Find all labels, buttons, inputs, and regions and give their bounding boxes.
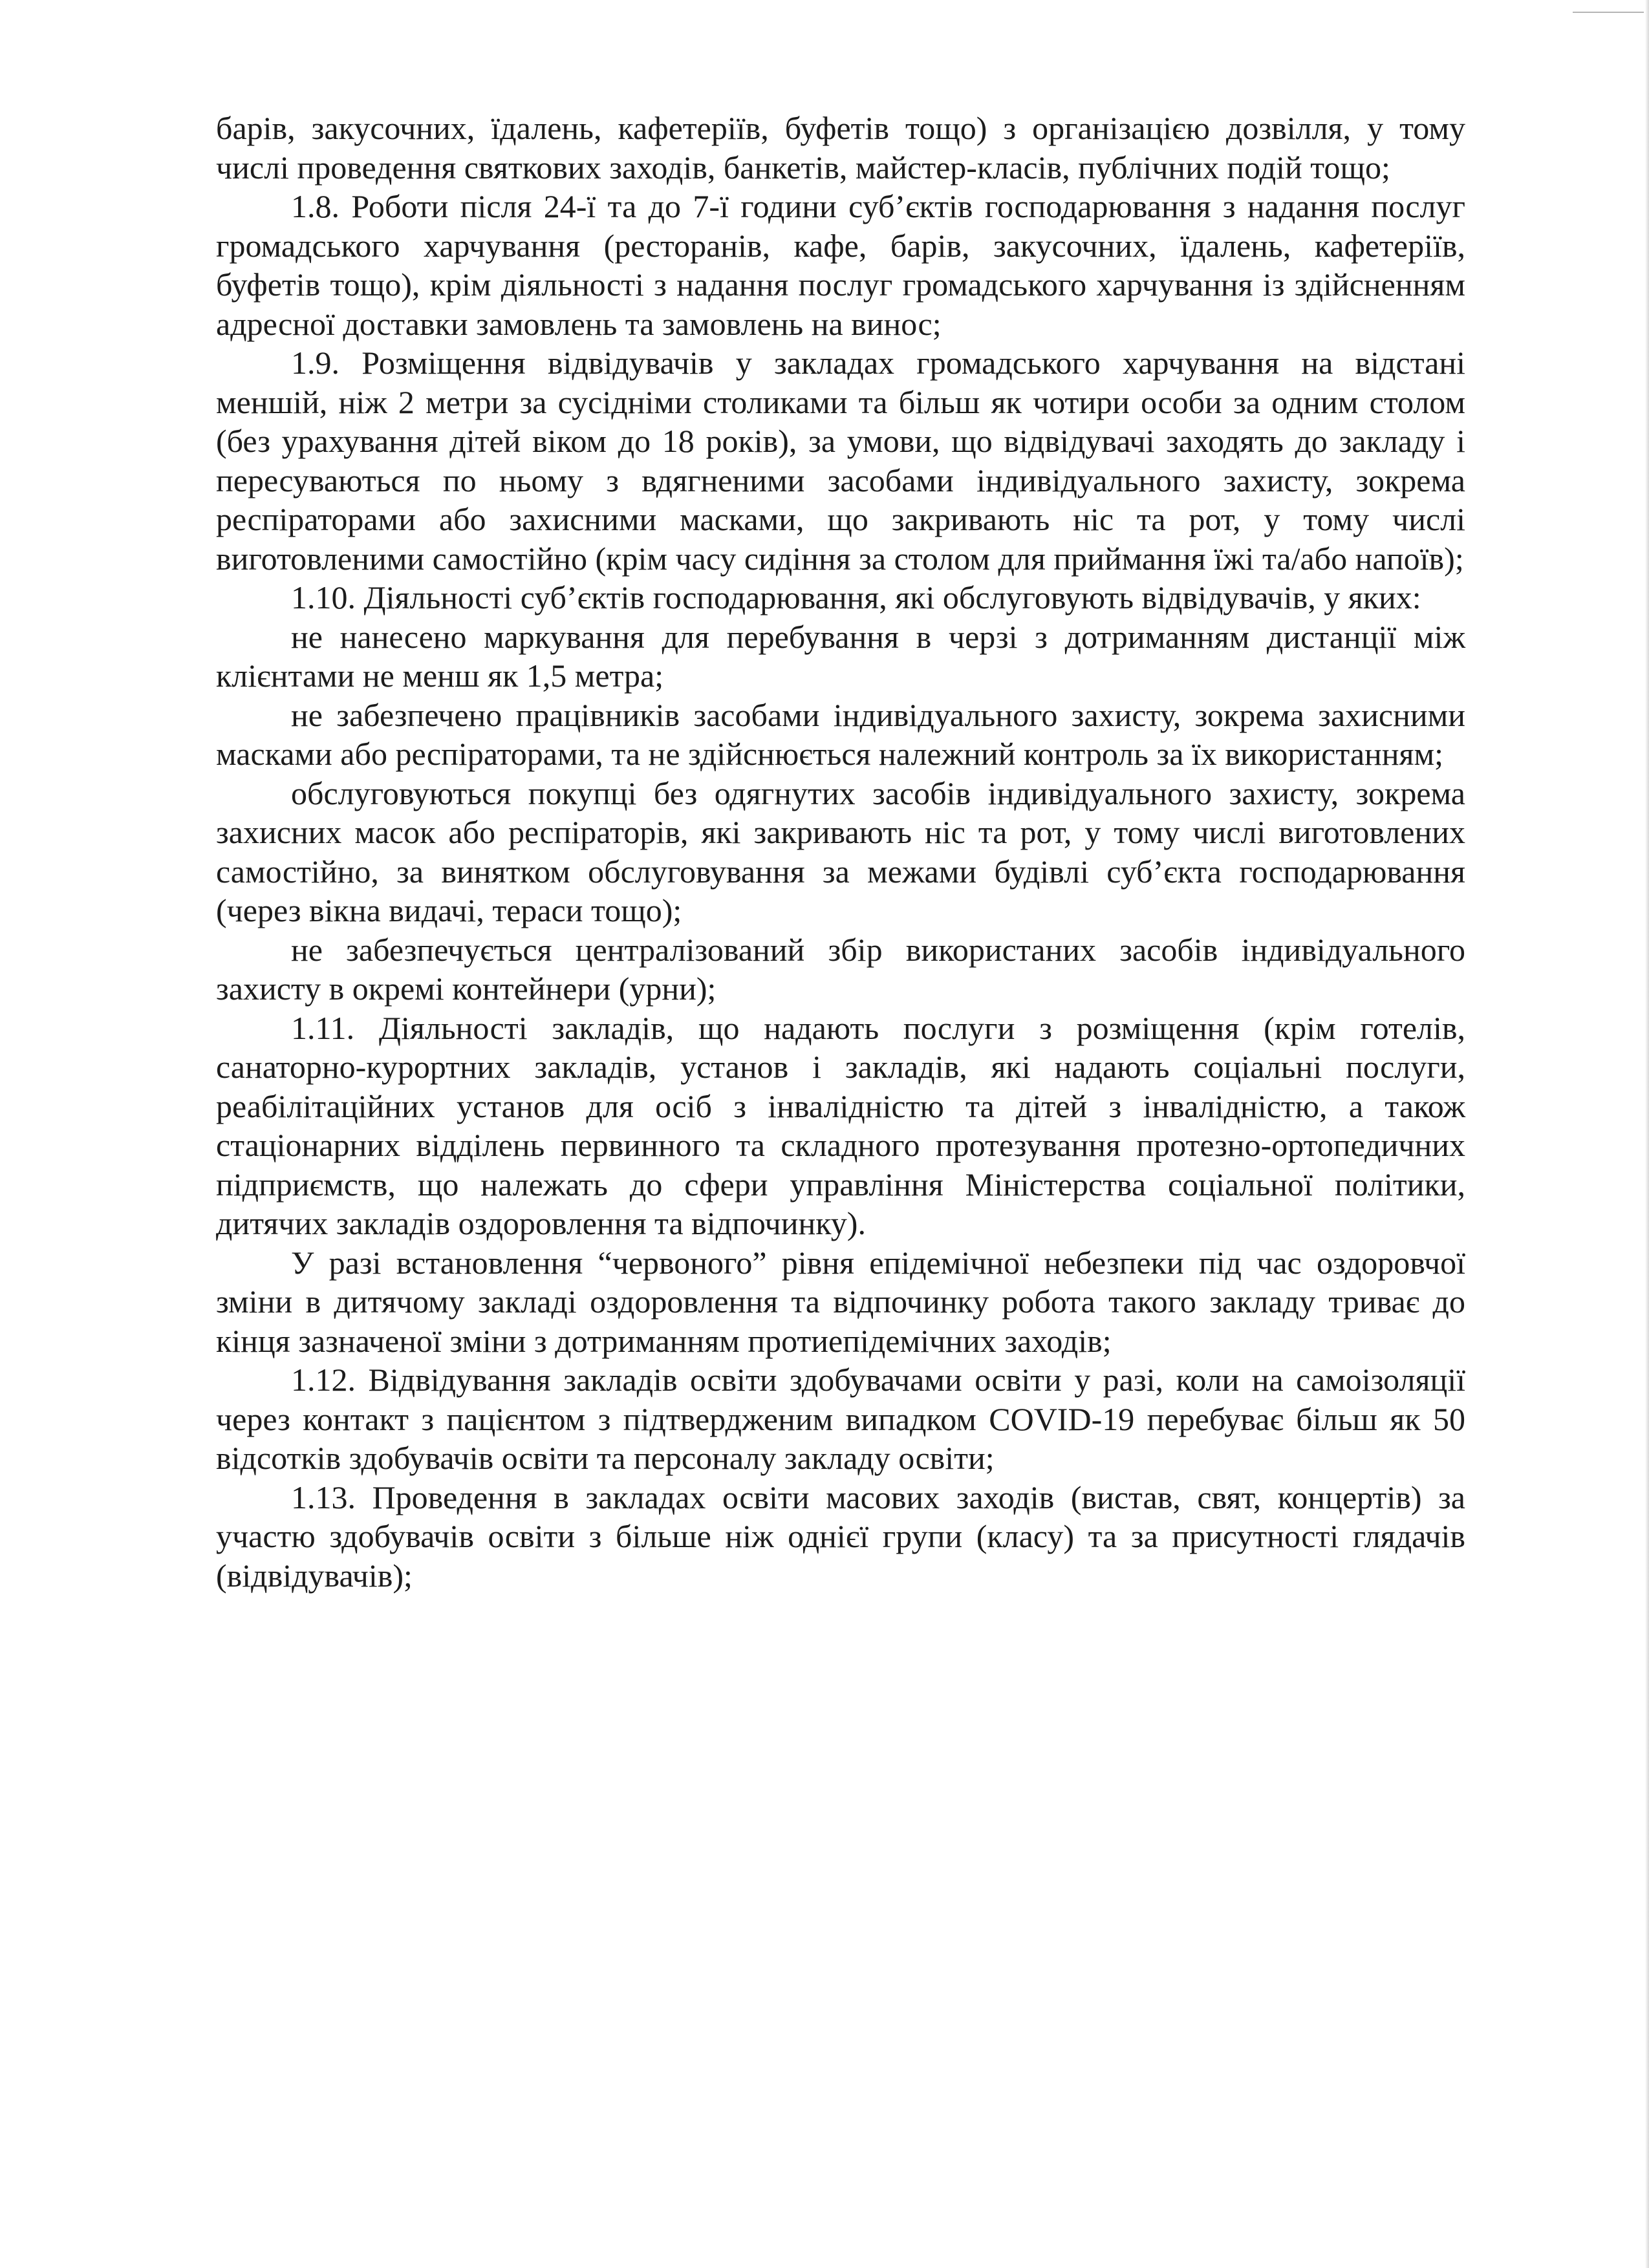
paragraph-1-12: 1.12. Відвідування закладів освіти здобувачами освіти у разі, коли на самоізоляції через контакт з пацієнтом з підтвердженим випадком COVID-19 перебуває більш як 50 відсотків здобувачів освіти та персоналу закладу освіти;	[216, 1362, 1465, 1476]
paragraph-1-13: 1.13. Проведення в закладах освіти масових заходів (вистав, свят, концертів) за участю здобувачів освіти з більше ніж однієї групи (класу) та за присутності глядачів (відвідувачів);	[216, 1479, 1465, 1594]
paragraph-1-10-marking: не нанесено маркування для перебування в черзі з дотриманням дистанції між клієнтами не менш як 1,5 метра;	[216, 618, 1465, 694]
scan-corner-mark	[1573, 12, 1644, 13]
paragraph-1-9: 1.9. Розміщення відвідувачів у закладах громадського харчування на відстані меншій, ніж 2 метри за сусідніми столиками та більш як чотири особи за одним столом (без урахування дітей віком до 18 років), за умови, що відвідувачі заходять до закладу і пересуваються по ньому з вдягненими засобами індивідуального захисту, зокрема респіраторами або захисними масками, що закривають ніс та рот, у тому числі виготовленими самостійно (крім часу сидіння за столом для приймання їжі та/або напоїв);	[216, 345, 1465, 577]
paragraph-1-8: 1.8. Роботи після 24-ї та до 7-ї години суб’єктів господарювання з надання послуг громадського харчування (ресторанів, кафе, барів, закусочних, їдалень, кафетеріїв, буфетів тощо), крім діяльності з надання послуг громадського харчування із здійсненням адресної доставки замовлень та замовлень на винос;	[216, 188, 1465, 342]
paragraph-1-10-workers: не забезпечено працівників засобами індивідуального захисту, зокрема захисними масками або респіраторами, та не здійснюється належний контроль за їх використанням;	[216, 696, 1465, 772]
paragraph-1-10-collection: не забезпечується централізований збір використаних засобів індивідуального захисту в окремі контейнери (урни);	[216, 931, 1465, 1007]
scan-edge-shadow	[1645, 0, 1649, 2268]
paragraph-red-level: У разі встановлення “червоного” рівня епідемічної небезпеки під час оздоровчої зміни в дитячому закладі оздоровлення та відпочинку робота такого закладу триває до кінця зазначеної зміни з дотриманням протиепідемічних заходів;	[216, 1244, 1465, 1359]
document-body	[216, 109, 1465, 1595]
paragraph-1-10-customers: обслуговуються покупці без одягнутих засобів індивідуального захисту, зокрема захисних масок або респіраторів, які закривають ніс та рот, у тому числі виготовлених самостійно, за винятком обслуговування за межами будівлі суб’єкта господарювання (через вікна видачі, тераси тощо);	[216, 775, 1465, 928]
paragraph-1-10: 1.10. Діяльності суб’єктів господарювання, які обслуговують відвідувачів, у яких:	[291, 579, 1421, 615]
paragraph-bars-continuation: барів, закусочних, їдалень, кафетеріїв, буфетів тощо) з організацією дозвілля, у тому числі проведення святкових заходів, банкетів, майстер-класів, публічних подій тощо;	[216, 110, 1465, 186]
paragraph-1-11: 1.11. Діяльності закладів, що надають послуги з розміщення (крім готелів, санаторно-курортних закладів, установ і закладів, які надають соціальні послуги, реабілітаційних установ для осіб з інвалідністю та дітей з інвалідністю, а також стаціонарних відділень первинного та складного протезування протезно-ортопедичних підприємств, що належать до сфери управління Міністерства соціальної політики, дитячих закладів оздоровлення та відпочинку).	[216, 1009, 1465, 1241]
